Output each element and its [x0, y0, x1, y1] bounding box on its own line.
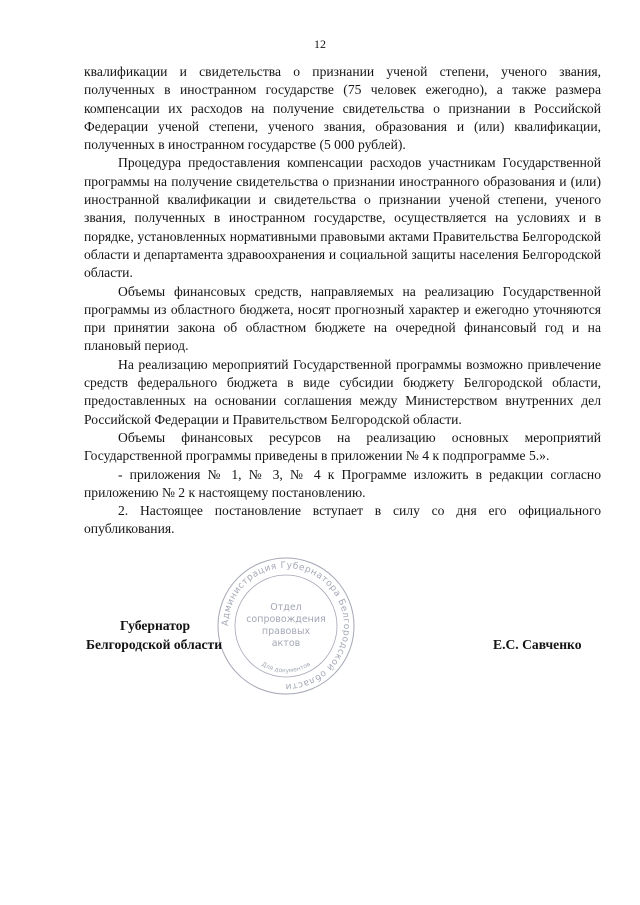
page-number: 12: [314, 37, 326, 51]
signature-name: Е.С. Савченко: [493, 637, 582, 652]
paragraph: квалификации и свидетельства о признании ученой степени, ученого звания, полученных в иностранном государстве (75 человек ежегодно), а также размера компенсации их расходов на получение свидетельства о признании в Российской Федерации ученой степени, ученого звания, образования и (или) квалификации, полученных в иностранном государстве (5 000 рублей).: [84, 64, 601, 153]
signature-title-line2: Белгородской области: [86, 636, 223, 652]
stamp-line: Отдел: [270, 602, 302, 613]
stamp-line: актов: [271, 638, 301, 649]
paragraph: - приложения № 1, № 3, № 4 к Программе изложить в редакции согласно приложению № 2 к настоящему постановлению.: [84, 466, 601, 500]
signature-title-line1: Губернатор: [120, 618, 191, 633]
paragraph: Процедура предоставления компенсации расходов участникам Государственной программы на получение свидетельства о признании иностранного образования и (или) иностранной квалификации и свидетельства о признании ученой степени, ученого звания, полученных в иностранном государстве, осуществляется на условиях и в порядке, установленных нормативными правовыми актами Правительства Белгородской области и департамента здравоохранения и социальной защиты населения Белгородской области.: [84, 155, 601, 281]
paragraph: Объемы финансовых средств, направляемых на реализацию Государственной программы из областного бюджета, носят прогнозный характер и ежегодно уточняются при принятии закона об областном бюджете на очередной финансовый год и на плановый период.: [84, 283, 601, 354]
document-body: [84, 63, 601, 539]
stamp-outer-text: Администрация Губернатора Белгородской области: [220, 560, 352, 692]
paragraph: На реализацию мероприятий Государственной программы возможно привлечение средств федерального бюджета в виде субсидии бюджету Белгородской области, предоставленных на основании соглашения между Министерством внутренних дел Российской Федерации и Правительством Белгородской области.: [84, 356, 601, 427]
paragraph: Объемы финансовых ресурсов на реализацию основных мероприятий Государственной программы приведены в приложении № 4 к подпрограмме 5.».: [84, 429, 601, 464]
signature-title: [86, 617, 222, 654]
svg-text:Для документов: [260, 661, 312, 675]
stamp-line: правовых: [261, 626, 311, 637]
official-stamp: [216, 556, 356, 696]
stamp-line: сопровождения: [246, 614, 326, 625]
stamp-bottom-text: Для документов: [260, 660, 312, 675]
paragraph: 2. Настоящее постановление вступает в силу со дня его официального опубликования.: [84, 503, 601, 537]
